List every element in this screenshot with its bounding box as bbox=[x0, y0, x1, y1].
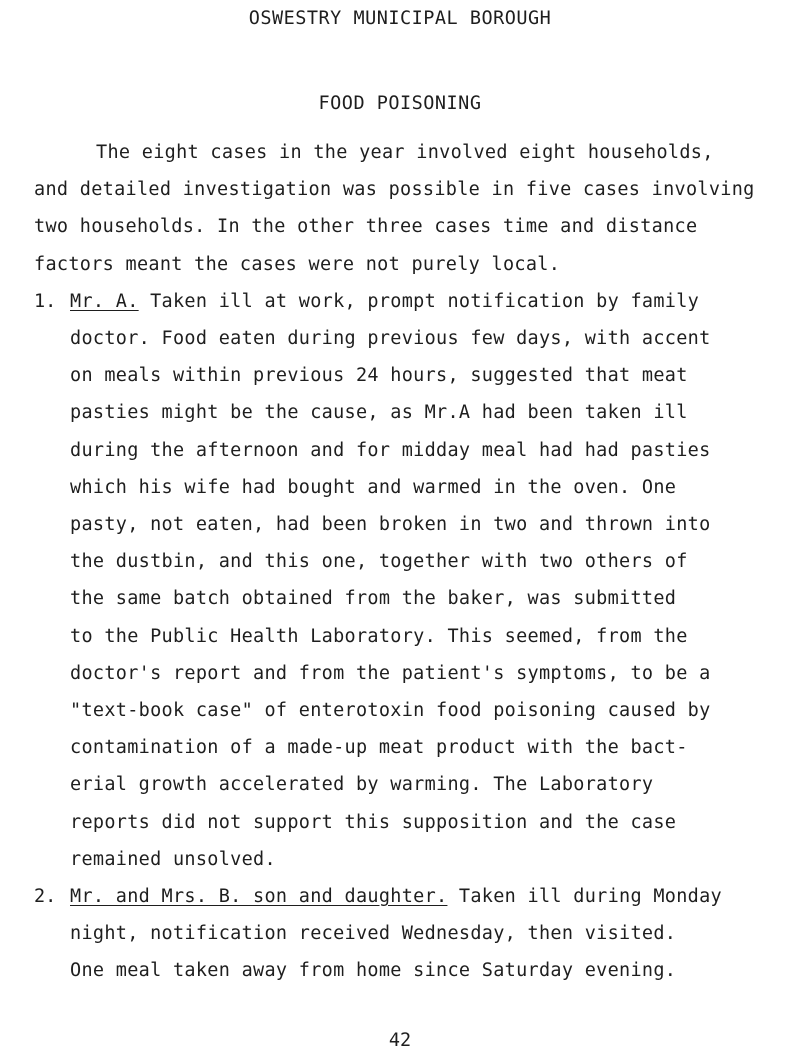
intro-line: and detailed investigation was possible in five cases involving bbox=[34, 179, 755, 201]
intro-line: two households. In the other three cases time and distance bbox=[34, 216, 698, 238]
page-number: 42 bbox=[388, 1030, 412, 1051]
case-line: contamination of a made-up meat product with the bact- bbox=[70, 737, 688, 759]
case-line: the dustbin, and this one, together with two others of bbox=[70, 551, 688, 573]
case-line: which his wife had bought and warmed in the oven. One bbox=[70, 476, 677, 498]
case-text: Taken ill at work, prompt notification by family bbox=[138, 290, 700, 312]
case-line: doctor's report and from the patient's symptoms, to be a bbox=[70, 662, 711, 684]
case-line: during the afternoon and for midday meal had had pasties bbox=[70, 439, 711, 461]
case-line: remained unsolved. bbox=[70, 848, 276, 870]
case-line: One meal taken away from home since Saturday evening. bbox=[70, 960, 677, 982]
case-line: on meals within previous 24 hours, suggested that meat bbox=[70, 365, 688, 387]
case-number: 1. bbox=[34, 290, 57, 312]
case-heading: Mr. A. bbox=[70, 290, 139, 312]
case-line: to the Public Health Laboratory. This seemed, from the bbox=[70, 625, 688, 647]
case-number: 2. bbox=[34, 886, 57, 907]
case-line: "text-book case" of enterotoxin food poisoning caused by bbox=[70, 700, 711, 721]
case-text: Taken ill during Monday bbox=[447, 886, 722, 907]
case-line: reports did not support this supposition and the case bbox=[70, 811, 677, 833]
intro-line: factors meant the cases were not purely local. bbox=[34, 253, 561, 275]
case-line: night, notification received Wednesday, then visited. bbox=[70, 923, 677, 945]
case-first-line bbox=[70, 291, 699, 312]
section-title: FOOD POISONING bbox=[318, 93, 482, 114]
case-line: doctor. Food eaten during previous few days, with accent bbox=[70, 328, 711, 349]
case-line: the same batch obtained from the baker, was submitted bbox=[70, 588, 677, 610]
case-heading: Mr. and Mrs. B. son and daughter. bbox=[70, 886, 448, 907]
case-line: erial growth accelerated by warming. The Laboratory bbox=[70, 774, 654, 796]
case-line: pasties might be the cause, as Mr.A had been taken ill bbox=[70, 402, 688, 424]
case-first-line bbox=[70, 886, 722, 907]
intro-line: The eight cases in the year involved eight households, bbox=[96, 142, 714, 163]
case-line: pasty, not eaten, had been broken in two and thrown into bbox=[70, 514, 711, 535]
document-header: OSWESTRY MUNICIPAL BOROUGH bbox=[248, 8, 552, 29]
